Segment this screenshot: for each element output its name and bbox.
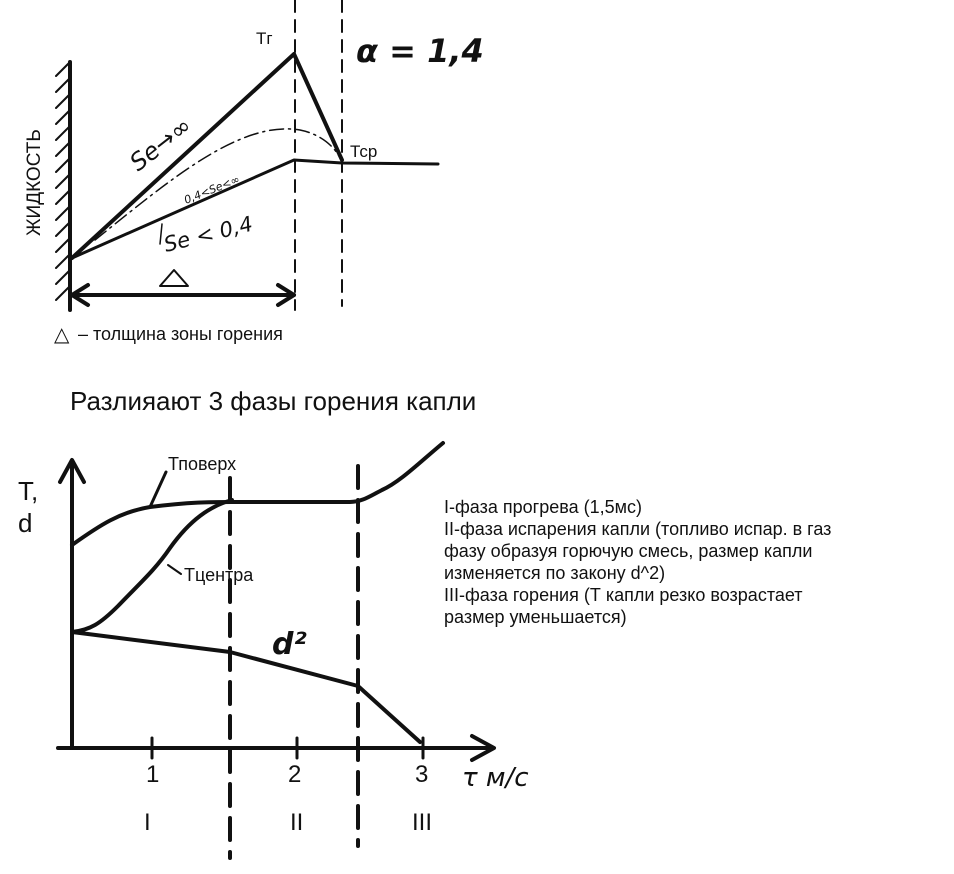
delta-triangle-icon: [160, 270, 188, 286]
x-tick-label-3: 3: [415, 761, 429, 788]
y-label-d: d: [18, 508, 33, 538]
se-low-pointer: [160, 224, 162, 244]
t-center-pointer: [168, 565, 181, 574]
t-center-label: Тцентра: [184, 565, 254, 585]
x-unit-label: τ м/с: [462, 763, 529, 793]
phase-roman-1: I: [144, 809, 151, 836]
phase-3-text: III-фаза горения (Т капли резко возрастает размер уменьшается): [444, 585, 803, 627]
y-label-t: T,: [18, 476, 39, 506]
d2-label: d²: [272, 627, 307, 662]
se-infinity-label: Se→∞: [124, 111, 197, 177]
t-surface-pointer: [150, 472, 166, 507]
phase-roman-3: III: [412, 809, 433, 836]
subtitle: Разлияают 3 фазы горения капли: [70, 386, 477, 416]
x-tick-label-2: 2: [288, 761, 302, 788]
phase-1-text: I-фаза прогрева (1,5мс): [444, 497, 642, 517]
alpha-label: α = 1,4: [356, 32, 484, 70]
wall-hatching: [56, 62, 70, 300]
phase-roman-2: II: [290, 809, 304, 836]
t-surface-curve: [72, 443, 443, 545]
se-low-label: Se < 0,4: [161, 211, 256, 257]
delta-legend: – толщина зоны горения: [78, 324, 283, 344]
delta-symbol-icon: △: [54, 324, 70, 346]
phase-2-text: II-фаза испарения капли (топливо испар. в газ фазу образуя горючую смесь, размер капли изменяется по закону d^2): [444, 519, 832, 583]
tcp-label: Тср: [350, 142, 378, 161]
tg-label: Тг: [256, 29, 273, 48]
t-surface-label: Тповерх: [168, 454, 237, 474]
liquid-label: ЖИДКОСТЬ: [24, 129, 45, 236]
d2-curve: [72, 632, 420, 742]
combustion-zone-diagram: [24, 0, 484, 346]
x-tick-label-1: 1: [146, 761, 160, 788]
se-mid-label: 0,4<Se<∞: [182, 172, 242, 207]
phases-description: [444, 496, 944, 628]
